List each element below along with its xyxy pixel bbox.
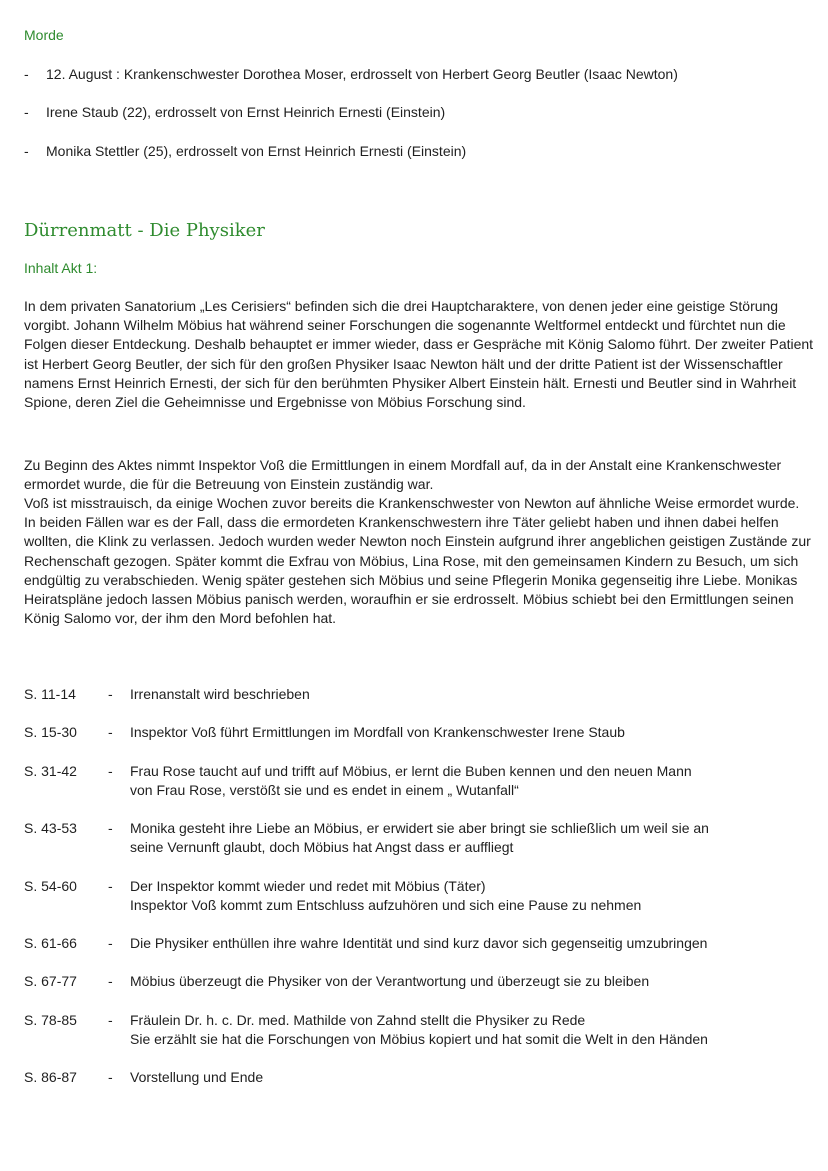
table-row: S. 54-60 - Der Inspektor kommt wieder und redet mit Möbius (Täter) Inspektor Voß kommt zum Entschluss aufzuhören und sich eine Pause zu nehmen [24,878,642,914]
list-item: - Monika Stettler (25), erdrosselt von Ernst Heinrich Ernesti (Einstein) [24,143,467,159]
table-row: S. 61-66 - Die Physiker enthüllen ihre wahre Identität und sind kurz davor sich gegenseitig umzubringen [24,935,708,951]
summary-paragraph-1: In dem privaten Sanatorium „Les Cerisiers“ befinden sich die drei Hauptcharaktere, von denen jeder eine geistige Störung vorgibt. Johann Wilhelm Möbius hat während seiner Forschungen die sogenannte Weltformel entdeckt und fürchtet nun die Folgen dieser Entdeckung. Deshalb behauptet er immer wieder, dass er Gespräche mit König Salomo führt. Der zweiter Patient ist Herbert Georg Beutler, der sich für den großen Physiker Isaac Newton hält und der dritte Patient ist der Wissenschaftler namens Ernst Heinrich Ernesti, der sich für den berühmten Physiker Albert Einstein hält. Ernesti und Beutler sind in Wahrheit Spione, deren Ziel die Geheimnisse und Ergebnisse von Möbius Forschung sind. [24,298,814,411]
table-row: S. 31-42 - Frau Rose taucht auf und trifft auf Möbius, er lernt die Buben kennen und den neuen Mann von Frau Rose, verstößt sie und es endet in einem „ Wutanfall“ [24,763,692,799]
table-row: S. 86-87 - Vorstellung und Ende [24,1069,264,1085]
page-title: Dürrenmatt - Die Physiker [24,220,265,241]
table-row: S. 11-14 - Irrenanstalt wird beschrieben [24,686,310,702]
inhalt-heading: Inhalt Akt 1: [24,260,98,276]
table-row: S. 67-77 - Möbius überzeugt die Physiker von der Verantwortung und überzeugt sie zu bleiben [24,973,650,989]
list-item: - 12. August : Krankenschwester Dorothea Moser, erdrosselt von Herbert Georg Beutler (Isaac Newton) [24,66,678,82]
summary-paragraph-2a: Zu Beginn des Aktes nimmt Inspektor Voß die Ermittlungen in einem Mordfall auf, da in der Anstalt eine Krankenschwester ermordet wurde, die für die Betreuung von Einstein zuständig war. [24,457,782,493]
table-row: S. 15-30 - Inspektor Voß führt Ermittlungen im Mordfall von Krankenschwester Irene Staub [24,724,625,740]
table-row: S. 78-85 - Fräulein Dr. h. c. Dr. med. Mathilde von Zahnd stellt die Physiker zu Rede Sie erzählt sie hat die Forschungen von Möbius kopiert und hat somit die Welt in den Händen [24,1012,708,1048]
summary-paragraph-2b: Voß ist misstrauisch, da einige Wochen zuvor bereits die Krankenschwester von Newton auf ähnliche Weise ermordet wurde. In beiden Fällen war es der Fall, dass die ermordeten Krankenschwestern ihre Täter geliebt haben und ihnen dabei helfen wollten, die Klink zu verlassen. Jedoch wurden weder Newton noch Einstein aufgrund ihrer angeblichen geistigen Zustände zur Rechenschaft gezogen. Später kommt die Exfrau von Möbius, Lina Rose, mit den gemeinsamen Kindern zu Besuch, um sich endgültig zu verabschieden. Wenig später gestehen sich Möbius und seine Pflegerin Monika gegenseitig ihre Liebe. Monikas Heiratspläne jedoch lassen Möbius panisch werden, woraufhin er sie erdrosselt. Möbius schiebt bei den Ermittlungen seinen König Salomo vor, der ihm den Mord befohlen hat. [24,495,811,627]
list-item: - Irene Staub (22), erdrosselt von Ernst Heinrich Ernesti (Einstein) [24,104,446,120]
table-row: S. 43-53 - Monika gesteht ihre Liebe an Möbius, er erwidert sie aber bringt sie schließlich um weil sie an seine Vernunft glaubt, doch Möbius hat Angst dass er auffliegt [24,820,709,856]
morde-heading: Morde [24,27,64,43]
